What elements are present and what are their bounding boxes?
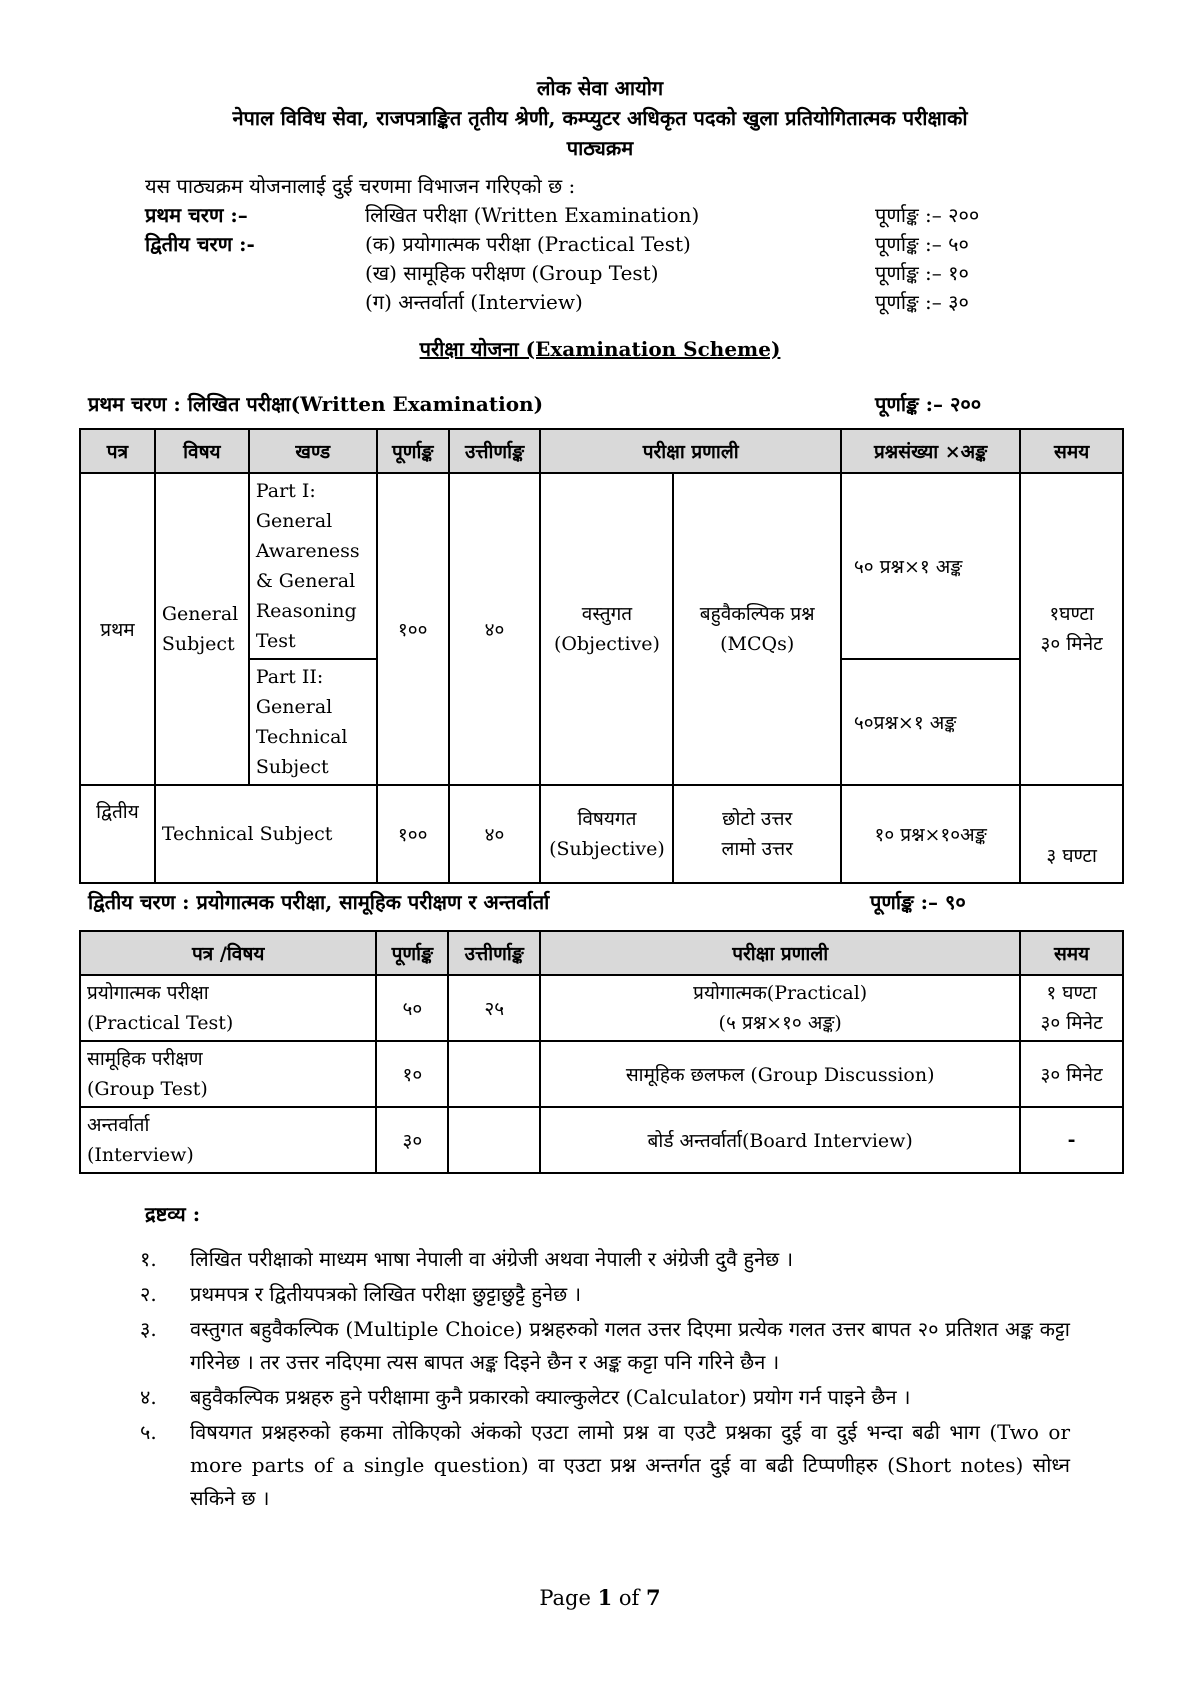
row2-full-marks: १०० (377, 785, 449, 883)
phase-1-desc: लिखित परीक्षा (Written Examination) (365, 203, 700, 227)
header-subtitle: पाठ्यक्रम (566, 136, 634, 160)
note-number: ३. (140, 1317, 157, 1341)
current-page: 1 (597, 1585, 613, 1610)
page-label: Page (539, 1586, 598, 1610)
row1-questions-part2: ५०प्रश्न×१ अङ्क (841, 659, 1020, 785)
list-item (140, 1416, 1070, 1515)
row2-system: विषयगत (Subjective) (540, 785, 673, 883)
row1-time-minutes: ३० मिनेट (1040, 633, 1103, 655)
col-section: खण्ड (249, 429, 377, 473)
interview-system: बोर्ड अन्तर्वार्ता(Board Interview) (540, 1107, 1020, 1173)
phase-4-marks: पूर्णाङ्क :– ३० (875, 290, 969, 314)
row2-paper: द्वितीय (80, 785, 155, 883)
col-full-marks: पूर्णाङ्क (377, 429, 449, 473)
page-number (0, 1585, 1200, 1610)
stage1-table (79, 428, 1124, 884)
row1-paper: प्रथम (80, 473, 155, 785)
stage2-marks: पूर्णाङ्क :– ९० (870, 890, 966, 914)
stage2-header-row (80, 931, 1123, 975)
notes-title: द्रष्टव्य : (145, 1202, 201, 1226)
row2-pass-marks: ४० (449, 785, 541, 883)
stage2-table (79, 930, 1124, 1174)
phase-3-desc: (ख) सामूहिक परीक्षण (Group Test) (365, 261, 659, 285)
group-pass-marks (448, 1041, 540, 1107)
scheme-title: परीक्षा योजना (Examination Scheme) (419, 337, 781, 361)
phase-2-label: द्वितीय चरण :- (145, 232, 255, 256)
col-exam-system: परीक्षा प्रणाली (540, 429, 840, 473)
col-exam-system: परीक्षा प्रणाली (540, 931, 1020, 975)
col-time: समय (1020, 429, 1123, 473)
row1-subject: General Subject (155, 473, 249, 785)
row1-pass-marks: ४० (449, 473, 541, 785)
page-of: of (612, 1586, 647, 1610)
stage1-marks: पूर्णाङ्क :– २०० (875, 392, 982, 416)
practical-system-line1: प्रयोगात्मक(Practical) (693, 982, 868, 1004)
list-item (140, 1381, 1070, 1414)
practical-pass-marks: २५ (448, 975, 540, 1041)
interview-subject-en: (Interview) (87, 1144, 194, 1166)
phase-1-label: प्रथम चरण :– (145, 203, 248, 227)
row1-full-marks: १०० (377, 473, 449, 785)
interview-subject-np: अन्तर्वार्ता (87, 1114, 150, 1136)
stage1-header-row (80, 429, 1123, 473)
col-questions: प्रश्नसंख्या ×अङ्क (841, 429, 1020, 473)
list-item (140, 1313, 1070, 1379)
practical-time-hours: १ घण्टा (1046, 982, 1097, 1004)
phase-4-desc: (ग) अन्तर्वार्ता (Interview) (365, 290, 583, 314)
row1-part1: Part I: General Awareness & General Reasoning Test (249, 473, 377, 659)
table-row (80, 785, 1123, 883)
practical-time (1020, 975, 1123, 1041)
phase-2-desc: (क) प्रयोगात्मक परीक्षा (Practical Test) (365, 232, 691, 256)
interview-time: - (1020, 1107, 1123, 1173)
row1-system: वस्तुगत (Objective) (540, 473, 673, 785)
note-number: २. (140, 1282, 157, 1306)
notes-list (140, 1243, 1070, 1517)
col-full-marks: पूर्णाङ्क (376, 931, 448, 975)
col-paper: पत्र (80, 429, 155, 473)
group-time: ३० मिनेट (1020, 1041, 1123, 1107)
row1-questions-part1: ५० प्रश्न×१ अङ्क (841, 473, 1020, 659)
practical-system-line2: (५ प्रश्न×१० अङ्क) (718, 1012, 842, 1034)
row2-subject: Technical Subject (155, 785, 377, 883)
practical-system (540, 975, 1020, 1041)
total-pages: 7 (646, 1585, 661, 1610)
row1-part2: Part II: General Technical Subject (249, 659, 377, 785)
header-title: नेपाल विविध सेवा, राजपत्राङ्कित तृतीय श्रेणी, कम्प्युटर अधिकृत पदको खुला प्रतियोगितात्मक परीक्षाको (232, 106, 968, 130)
note-text: वस्तुगत बहुवैकल्पिक (Multiple Choice) प्रश्नहरुको गलत उत्तर दिएमा प्रत्येक गलत उत्तर बापत २० प्रतिशत अङ्क कट्टा गरिनेछ । तर उत्तर नदिएमा त्यस बापत अङ्क दिइने छैन र अङ्क कट्टा पनि गरिने छैन । (190, 1317, 1070, 1374)
row1-time (1020, 473, 1123, 785)
group-subject-en: (Group Test) (87, 1078, 208, 1100)
note-number: १. (140, 1247, 157, 1271)
note-text: विषयगत प्रश्नहरुको हकमा तोकिएको अंकको एउटा लामो प्रश्न वा एउटै प्रश्नका दुई वा दुई भन्दा बढी भाग (Two or more parts of a single question) वा एउटा प्रश्न अन्तर्गत दुई वा बढी टिप्पणीहरु (Short notes) सोध्न सकिने छ । (190, 1420, 1070, 1510)
row2-questions: १० प्रश्न×१०अङ्क (841, 785, 1020, 883)
header-org: लोक सेवा आयोग (536, 76, 664, 100)
row2-type-long: लामो उत्तर (721, 838, 793, 860)
intro-text: यस पाठ्यक्रम योजनालाई दुई चरणमा विभाजन गरिएको छ : (145, 174, 576, 198)
note-number: ५. (140, 1420, 157, 1444)
col-pass-marks: उत्तीर्णाङ्क (449, 429, 541, 473)
group-full-marks: १० (376, 1041, 448, 1107)
practical-subject-np: प्रयोगात्मक परीक्षा (87, 982, 209, 1004)
interview-subject (80, 1107, 376, 1173)
note-text: बहुवैकल्पिक प्रश्नहरु हुने परीक्षामा कुनै प्रकारको क्याल्कुलेटर (Calculator) प्रयोग गर्न पाइने छैन । (190, 1385, 911, 1409)
row2-time: ३ घण्टा (1020, 785, 1123, 883)
col-subject: विषय (155, 429, 249, 473)
note-text: लिखित परीक्षाको माध्यम भाषा नेपाली वा अंग्रेजी अथवा नेपाली र अंग्रेजी दुवै हुनेछ । (190, 1247, 794, 1271)
group-system: सामूहिक छलफल (Group Discussion) (540, 1041, 1020, 1107)
note-text: प्रथमपत्र र द्वितीयपत्रको लिखित परीक्षा छुट्टाछुट्टै हुनेछ । (190, 1282, 582, 1306)
phase-2-marks: पूर्णाङ्क :– ५० (875, 232, 969, 256)
practical-subject (80, 975, 376, 1041)
stage2-title: द्वितीय चरण : प्रयोगात्मक परीक्षा, सामूहिक परीक्षण र अन्तर्वार्ता (88, 890, 550, 914)
practical-subject-en: (Practical Test) (87, 1012, 234, 1034)
col-paper-subject: पत्र /विषय (80, 931, 376, 975)
interview-full-marks: ३० (376, 1107, 448, 1173)
list-item (140, 1278, 1070, 1311)
col-pass-marks: उत्तीर्णाङ्क (448, 931, 540, 975)
col-time: समय (1020, 931, 1123, 975)
table-row (80, 473, 1123, 659)
row1-type: बहुवैकल्पिक प्रश्न (MCQs) (673, 473, 840, 785)
row2-type (673, 785, 840, 883)
practical-full-marks: ५० (376, 975, 448, 1041)
table-row (80, 975, 1123, 1041)
note-number: ४. (140, 1385, 157, 1409)
row1-time-hours: १घण्टा (1049, 603, 1094, 625)
group-subject-np: सामूहिक परीक्षण (87, 1048, 203, 1070)
phase-3-marks: पूर्णाङ्क :– १० (875, 261, 969, 285)
interview-pass-marks (448, 1107, 540, 1173)
row2-type-short: छोटो उत्तर (722, 808, 793, 830)
table-row (80, 1107, 1123, 1173)
practical-time-minutes: ३० मिनेट (1040, 1012, 1103, 1034)
stage1-title: प्रथम चरण : लिखित परीक्षा(Written Examination) (88, 392, 544, 416)
phase-1-marks: पूर्णाङ्क :– २०० (875, 203, 980, 227)
table-row (80, 1041, 1123, 1107)
list-item (140, 1243, 1070, 1276)
group-subject (80, 1041, 376, 1107)
